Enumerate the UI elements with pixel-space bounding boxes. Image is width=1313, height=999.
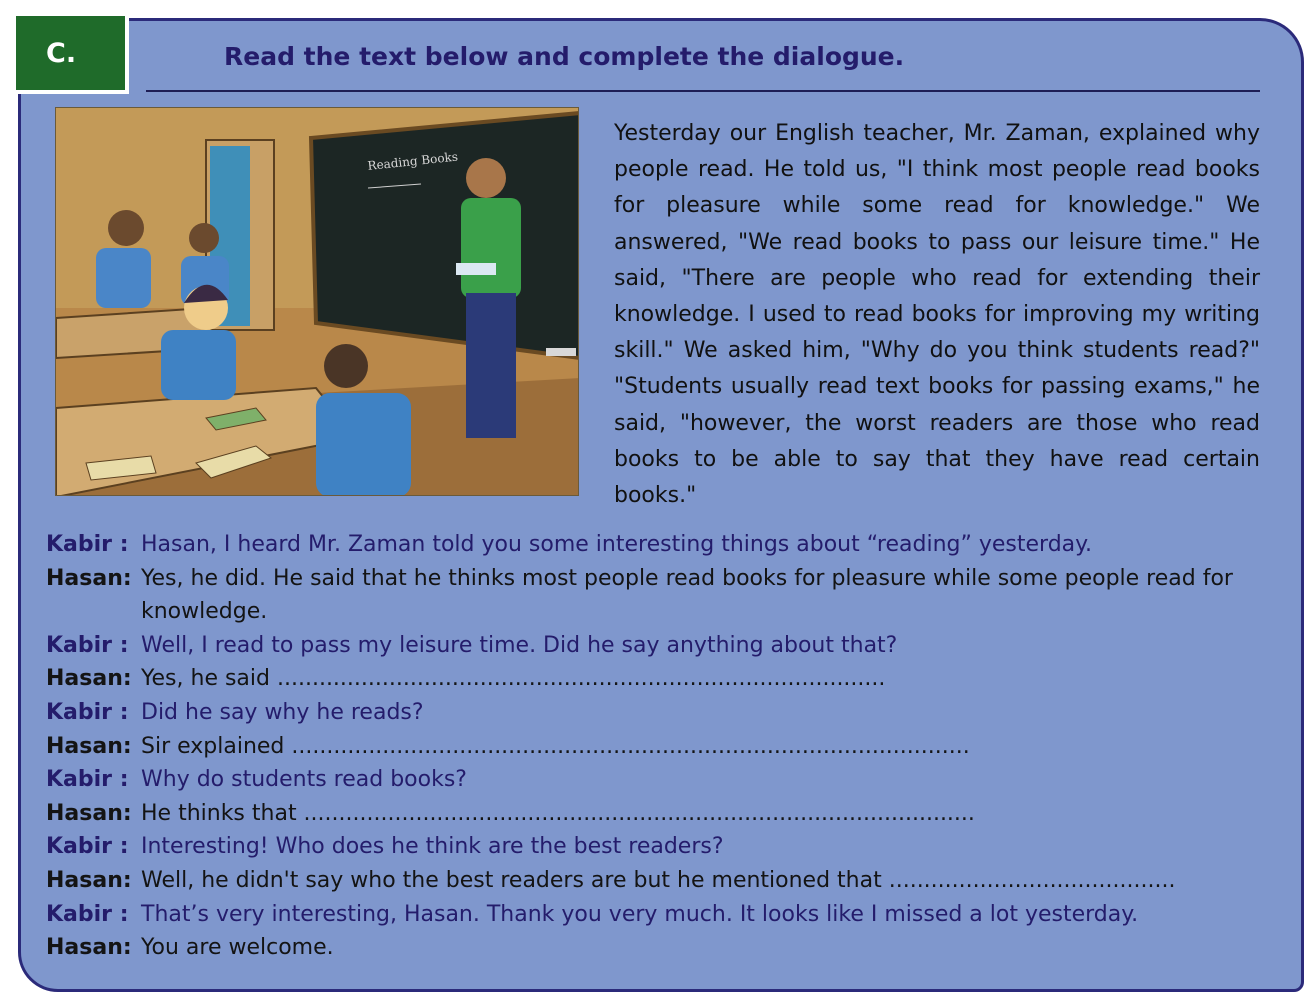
classroom-illustration (55, 107, 579, 496)
section-label: C. (16, 16, 129, 94)
speech-text: Yes, he did. He said that he thinks most people read books for pleasure while some people read for knowledge. (141, 565, 1233, 625)
speech-text: Sir explained ................................................................................................. (141, 733, 970, 759)
speaker-name: Hasan: (46, 666, 132, 692)
dialogue-line (46, 898, 1266, 932)
dialogue-line (46, 931, 1266, 965)
speaker-name: Hasan: (46, 733, 132, 759)
speaker-name: Kabir : (46, 632, 129, 658)
speaker-name: Kabir : (46, 901, 129, 927)
dialogue-line (46, 562, 1266, 629)
speech-text: Hasan, I heard Mr. Zaman told you some interesting things about “reading” yesterday. (141, 532, 1093, 557)
heading-divider (146, 90, 1260, 92)
dialogue-line (46, 629, 1266, 663)
speech-text: Did he say why he reads? (141, 699, 424, 725)
dialogue (46, 528, 1266, 965)
speech-text: Yes, he said ....................................................................................... (141, 666, 886, 692)
dialogue-line (46, 730, 1266, 764)
speaker-name: Hasan: (46, 800, 132, 826)
dialogue-line (46, 830, 1266, 864)
speech-text: Well, he didn't say who the best readers are but he mentioned that ......................................... (141, 867, 1176, 893)
speech-text: Well, I read to pass my leisure time. Did he say anything about that? (141, 632, 898, 658)
dialogue-line (46, 864, 1266, 898)
speaker-name: Kabir : (46, 532, 129, 557)
instruction-heading: Read the text below and complete the dialogue. (224, 42, 905, 71)
speaker-name: Hasan: (46, 565, 132, 591)
speaker-name: Hasan: (46, 867, 132, 893)
speech-text: That’s very interesting, Hasan. Thank you very much. It looks like I missed a lot yesterday. (141, 901, 1139, 927)
speech-text: Why do students read books? (141, 767, 467, 793)
dialogue-line (46, 797, 1266, 831)
reading-passage: Yesterday our English teacher, Mr. Zaman, explained why people read. He told us, "I think most people read books for pleasure while some read for knowledge." We answered, "We read books to pass our leisure time." He said, "There are people who read for extending their knowledge. I used to read books for improving my writing skill." We asked him, "Why do you think students read?" "Students usually read text books for passing exams," he said, "however, the worst readers are those who read books to be able to say that they have read certain books." (614, 121, 1260, 509)
speaker-name: Kabir : (46, 699, 129, 725)
speaker-name: Kabir : (46, 834, 129, 860)
dialogue-line (46, 763, 1266, 797)
dialogue-line (46, 662, 1266, 696)
speech-text: Interesting! Who does he think are the best readers? (141, 834, 724, 860)
speaker-name: Kabir : (46, 767, 129, 793)
speech-text: He thinks that ................................................................................................ (141, 800, 975, 826)
speaker-name: Hasan: (46, 935, 132, 961)
dialogue-line (46, 696, 1266, 730)
speech-text: You are welcome. (141, 935, 334, 961)
board-text: Reading Books (366, 149, 459, 173)
dialogue-line (46, 528, 1266, 562)
